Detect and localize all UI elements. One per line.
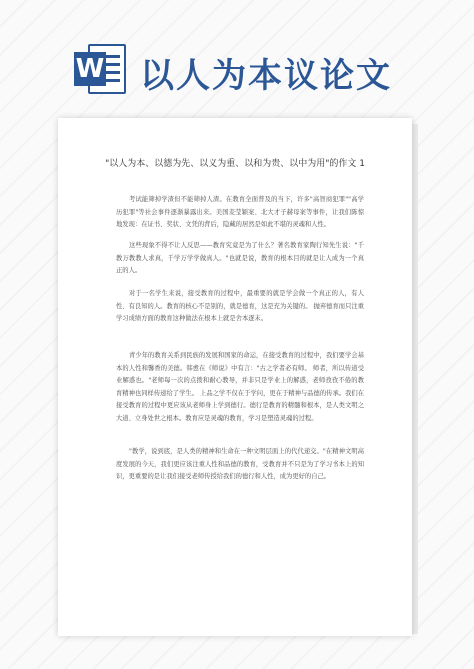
paragraph: 对于一名学生来说，接受教育的过程中，最重要的就是学会做一个真正的人，有人性、有良知的人。教育的核心不是别的，就是德育，这是充为关键的。 抛弃德育而只注重学习成绩方面的教育这种做法在根本上就是舍本逐末。 — [116, 290, 364, 322]
document-title: "以人为本、以德为先、以义为重、以和为贵、以中为用"的作文 1 — [105, 159, 365, 169]
paragraph: "教学，说到底，是人类的精神和生命在一种文明层面上的代代递交。"在精神文明高度发展的今天，我们更应该注重人性和品德的教育，受教育并不只是为了学习书本上的知识，更重要的是让我们接受老师传授给我们的德行和人性，成为更好的自己。 — [116, 448, 364, 480]
document-page — [58, 118, 412, 636]
page-header — [0, 0, 474, 110]
paragraph: 这些现象不得不让人反思——教育究竟是为了什么？著名教育家陶行知先生说："千教万教教人求真，千学万学学做真人。"也就是说，教育的根本目的就是让人成为一个真正的人。 — [116, 242, 364, 274]
page-title: 以人为本议论文 — [140, 56, 392, 96]
paragraph: 青少年的教育关系到民族的发展和国家的命运，在接受教育的过程中，我们要学会基本的人性和馨香的美德。韩愈在《师说》中有言："古之学者必有师。 师者，所以传道受业解惑也。"老师每一次的点拨和耐心教导，并非只是学业上的解惑，老师孜孜不倦的教育精神也同样传递给了学生。 上品之学不仅在于学问，更在于精神与品德的传承。我们在接受教育的过程中更应该从老师身上学到德行。德行是教育的精髓和根本，是人类文明之大道、立身处世之根本。教育应是灵魂的教育，学习是塑造灵魂的过程。 — [116, 352, 364, 422]
word-icon — [74, 44, 126, 94]
paragraph: 考试能筛掉学渣但不能筛掉人渣。在教育全面普及的当下，许多"高智商犯罪""高学历犯罪"等社会事件逐渐暴露出来。美国麦莹颖案、北大才子赫母案等事件，让我们陈惊地发现：在证书、奖状、文凭的背后，隐藏的居然是如此不堪的灵魂和人性。 — [116, 196, 364, 228]
word-letter: W — [75, 54, 105, 84]
